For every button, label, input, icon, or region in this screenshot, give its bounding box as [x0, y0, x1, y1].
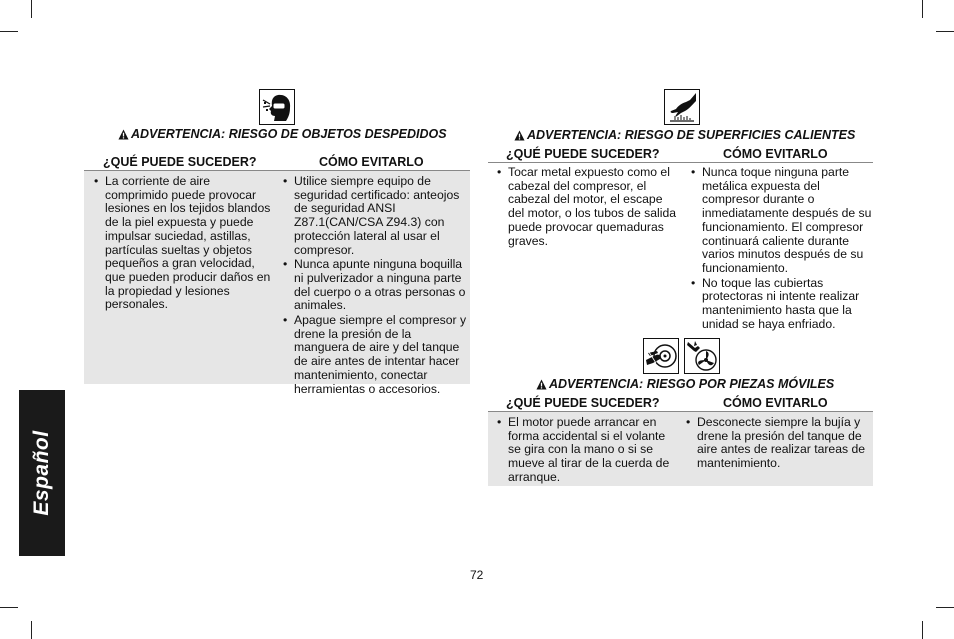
- hot-surface-hand-icon: [664, 89, 700, 125]
- what-list: [91, 175, 274, 313]
- crop-mark: [0, 607, 18, 608]
- how-list: [688, 166, 872, 332]
- list-item: • Apague siempre el compresor y drene la presión de la manguera de aire y del tanque de aire antes de intentar hacer mantenimiento, conectar herramientas o accesorios.: [280, 314, 468, 396]
- column-header-how: CÓMO EVITARLO: [723, 396, 828, 410]
- section-divider: [488, 162, 873, 163]
- crop-mark: [936, 31, 954, 32]
- warning-triangle-icon: [514, 130, 525, 141]
- warning-triangle-icon: [118, 129, 129, 140]
- section-title-hot-surfaces: [514, 128, 855, 142]
- what-list: [494, 416, 674, 486]
- list-item: • Nunca apunte ninguna boquilla ni pulverizador a ninguna parte del cuerpo o a otras personas o animales.: [280, 258, 468, 313]
- section-title-text: ADVERTENCIA: RIESGO DE SUPERFICIES CALIENTES: [527, 128, 856, 142]
- column-header-what: ¿QUÉ PUEDE SUCEDER?: [103, 155, 257, 169]
- eye-protection-icon: [259, 89, 295, 125]
- how-list: [280, 175, 468, 397]
- column-header-what: ¿QUÉ PUEDE SUCEDER?: [506, 147, 660, 161]
- page-number: 72: [470, 568, 484, 582]
- list-item: • El motor puede arrancar en forma accidental si el volante se gira con la mano o si se mueve al tirar de la cuerda de arranque.: [494, 416, 674, 485]
- crop-mark: [31, 621, 32, 639]
- hand-fan-blade-icon: [684, 338, 720, 374]
- crop-mark: [922, 621, 923, 639]
- section-title-flying-objects: [118, 127, 447, 141]
- crop-mark: [922, 0, 923, 18]
- list-item: • Desconecte siempre la bujía y drene la presión del tanque de aire antes de realizar tareas de mantenimiento.: [683, 416, 871, 471]
- column-header-what: ¿QUÉ PUEDE SUCEDER?: [506, 396, 660, 410]
- list-item: • Utilice siempre equipo de seguridad certificado: anteojos de seguridad ANSI Z87.1(CAN/CSA Z94.3) con protección lateral al usar el compresor.: [280, 175, 468, 257]
- column-header-how: CÓMO EVITARLO: [723, 147, 828, 161]
- list-item: • No toque las cubiertas protectoras ni intente realizar mantenimiento hasta que la unidad se haya enfriado.: [688, 277, 872, 332]
- crop-mark: [31, 0, 32, 18]
- what-list: [494, 166, 680, 249]
- warning-triangle-icon: [536, 379, 547, 390]
- list-item: • Nunca toque ninguna parte metálica expuesta del compresor durante o inmediatamente después de su funcionamiento. El compresor continuará caliente durante varios minutos después de su funcionamiento.: [688, 166, 872, 276]
- section-title-text: ADVERTENCIA: RIESGO POR PIEZAS MÓVILES: [549, 377, 835, 391]
- section-title-text: ADVERTENCIA: RIESGO DE OBJETOS DESPEDIDOS: [131, 127, 447, 141]
- language-label: Español: [30, 430, 53, 516]
- column-header-how: CÓMO EVITARLO: [319, 155, 424, 169]
- crop-mark: [0, 31, 18, 32]
- language-side-tab: [19, 390, 65, 556]
- crop-mark: [936, 607, 954, 608]
- list-item: • La corriente de aire comprimido puede provocar lesiones en los tejidos blandos de la piel expuesta y puede impulsar suciedad, astillas, partículas sueltas y objetos pequeños a gran velocidad, que pueden producir daños en la propiedad y lesiones personales.: [91, 175, 274, 312]
- how-list: [683, 416, 871, 472]
- list-item: • Tocar metal expuesto como el cabezal del compresor, el cabezal del motor, el escape del motor, o los tubos de salida puede provocar quemaduras graves.: [494, 166, 680, 248]
- hand-entanglement-pulley-icon: [643, 338, 679, 374]
- section-title-moving-parts: [536, 377, 834, 391]
